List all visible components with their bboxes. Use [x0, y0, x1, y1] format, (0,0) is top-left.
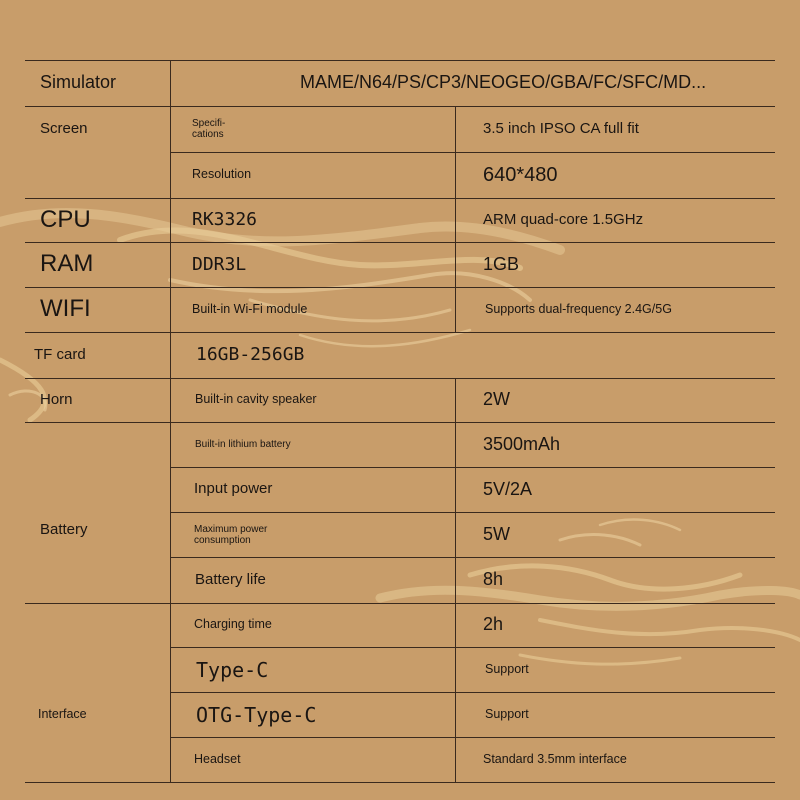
- interface-item-name: OTG-Type-C: [196, 702, 317, 727]
- interface-item-value: Support: [485, 706, 529, 721]
- row-divider: [170, 737, 775, 738]
- interface-item-name: Type-C: [196, 657, 269, 682]
- wifi-label: WIFI: [40, 295, 91, 323]
- battery-item-value: 2h: [483, 614, 504, 635]
- row-divider: [25, 332, 775, 333]
- row-divider: [25, 106, 775, 107]
- simulator-label: Simulator: [40, 72, 117, 93]
- row-divider: [25, 198, 775, 199]
- column-divider: [170, 60, 171, 782]
- cpu-model: RK3326: [192, 209, 258, 231]
- simulator-value: MAME/N64/PS/CP3/NEOGEO/GBA/FC/SFC/MD...: [300, 72, 707, 93]
- interface-item-name: Headset: [194, 751, 241, 766]
- interface-item-value: Support: [485, 661, 529, 676]
- row-divider: [25, 603, 775, 604]
- row-divider: [170, 152, 775, 153]
- tf-card-label: TF card: [34, 345, 86, 363]
- screen-specifications-label: Specifi- cations: [192, 118, 226, 140]
- row-divider: [25, 242, 775, 243]
- horn-label: Horn: [40, 390, 73, 408]
- battery-item-value: 3500mAh: [483, 433, 561, 454]
- resolution-value: 640*480: [483, 164, 558, 186]
- horn-value: 2W: [483, 389, 510, 410]
- table-bottom-border: [25, 782, 775, 783]
- interface-item-value: Standard 3.5mm interface: [483, 751, 627, 766]
- ram-type: DDR3L: [192, 253, 247, 275]
- wifi-description: Supports dual-frequency 2.4G/5G: [485, 301, 672, 316]
- battery-item-name: Input power: [194, 480, 273, 498]
- cpu-label: CPU: [40, 205, 91, 233]
- ram-size: 1GB: [483, 253, 520, 274]
- cpu-description: ARM quad-core 1.5GHz: [483, 210, 644, 228]
- screen-label: Screen: [40, 119, 88, 137]
- battery-item-value: 8h: [483, 569, 504, 590]
- battery-item-name: Battery life: [195, 570, 266, 588]
- row-divider: [25, 378, 775, 379]
- battery-item-value: 5V/2A: [483, 478, 533, 499]
- column-divider: [455, 106, 456, 332]
- battery-item-value: 5W: [483, 523, 510, 544]
- tf-card-value: 16GB-256GB: [196, 344, 305, 366]
- row-divider: [25, 422, 775, 423]
- battery-item-name: Maximum power consumption: [194, 523, 268, 546]
- wifi-module: Built-in Wi-Fi module: [192, 301, 308, 316]
- battery-label: Battery: [40, 520, 88, 538]
- column-divider: [455, 378, 456, 782]
- ram-label: RAM: [40, 250, 94, 278]
- interface-label: Interface: [38, 706, 87, 721]
- battery-item-name: Built-in lithium battery: [195, 439, 291, 450]
- battery-item-name: Charging time: [194, 617, 272, 632]
- horn-type: Built-in cavity speaker: [195, 392, 317, 407]
- screen-specifications-value: 3.5 inch IPSO CA full fit: [483, 119, 639, 137]
- resolution-label: Resolution: [192, 167, 252, 182]
